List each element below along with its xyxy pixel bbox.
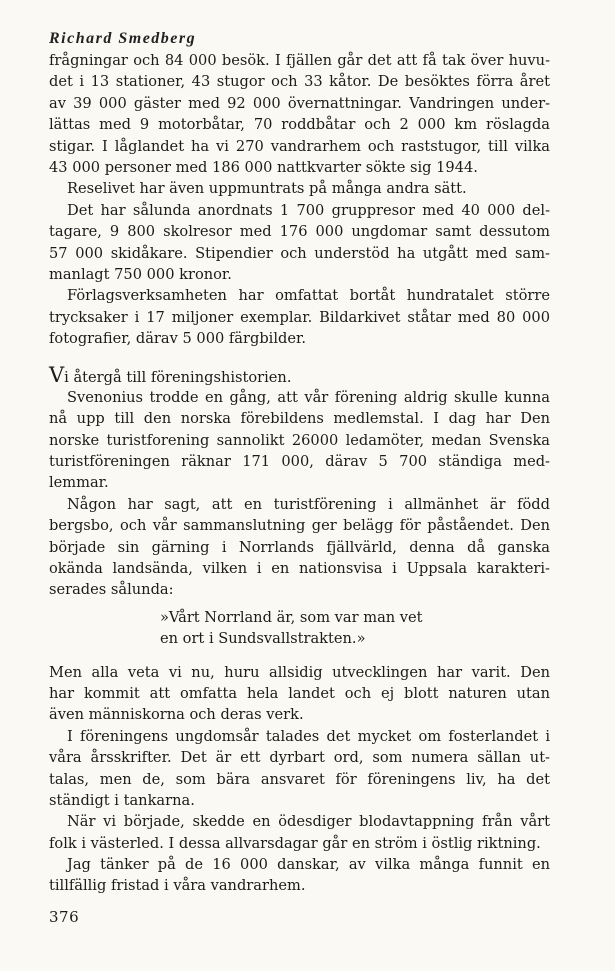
text-line: har kommit att omfatta hela landet och ej blott naturen utan: [49, 684, 550, 702]
text-line: norske turistforening sannolikt 26000 ledamöter, medan Svenska: [49, 431, 550, 449]
paragraph: [49, 50, 550, 178]
text-line: När vi började, skedde en ödesdiger blodavtappning från vårt: [67, 813, 550, 831]
paragraph: [49, 854, 550, 897]
text-line: även människorna och deras verk.: [49, 706, 304, 724]
text-line: lemmar.: [49, 474, 109, 492]
body-text: [49, 50, 550, 897]
paragraph: [49, 285, 550, 349]
text-line: 43 000 personer med 186 000 nattkvarter sökte sig 1944.: [49, 158, 478, 176]
text-line: Jag tänker på de 16 000 danskar, av vilka många funnit en: [67, 856, 550, 874]
text-line: tillfällig fristad i våra vandrarhem.: [49, 877, 306, 895]
text-line: turistföreningen räknar 171 000, därav 5 700 ständiga med-: [49, 453, 550, 471]
page-number: 376: [49, 908, 80, 926]
text-line: okända landsända, vilken i en nationsvisa i Uppsala karakteri-: [49, 559, 550, 577]
text-line: våra årsskrifter. Det är ett dyrbart ord, som numera sällan ut-: [49, 749, 550, 767]
text-line: Svenonius trodde en gång, att vår förening aldrig skulle kunna: [67, 388, 550, 406]
text-line: frågningar och 84 000 besök. I fjällen går det att få tak över huvu-: [49, 52, 550, 69]
drop-cap: V: [49, 363, 65, 388]
running-head-author: Richard Smedberg: [49, 30, 197, 47]
text-line: 57 000 skidåkare. Stipendier och understöd ha utgått med sam-: [49, 244, 550, 262]
paragraph: [49, 726, 550, 812]
text-line: tagare, 9 800 skolresor med 176 000 ungdomar samt dessutom: [49, 223, 550, 241]
paragraph: [49, 662, 550, 726]
book-page: [49, 0, 550, 971]
text-line: Någon har sagt, att en turistförening i allmänhet är född: [67, 495, 550, 513]
text-line: började sin gärning i Norrlands fjällvärld, denna då ganska: [49, 538, 550, 556]
text-line: Men alla veta vi nu, huru allsidig utvecklingen har varit. Den: [49, 663, 550, 681]
text-line: folk i västerled. I dessa allvarsdagar går en ström i östlig riktning.: [49, 834, 541, 852]
verse-quote: [49, 607, 550, 650]
text-line: [49, 365, 550, 386]
text-line: bergsbo, och vår sammanslutning ger belägg för påståendet. Den: [49, 517, 550, 535]
paragraph: [49, 200, 550, 286]
text-line: talas, men de, som bära ansvaret för föreningens liv, ha det: [49, 770, 550, 788]
paragraph: [49, 494, 550, 601]
section-start-paragraph: [49, 365, 550, 386]
text-line-rest: i återgå till föreningshistorien.: [64, 369, 292, 387]
text-line: lättas med 9 motorbåtar, 70 roddbåtar och 2 000 km röslagda: [49, 116, 550, 134]
quote-line: en ort i Sundsvallstrakten.»: [160, 630, 366, 648]
text-line: trycksaker i 17 miljoner exemplar. Bildarkivet ståtar med 80 000: [49, 308, 550, 326]
text-line: Det har sålunda anordnats 1 700 gruppresor med 40 000 del-: [67, 201, 550, 219]
text-line: Reselivet har även uppmuntrats på många andra sätt.: [67, 180, 467, 198]
text-line: fotografier, därav 5 000 färgbilder.: [49, 330, 306, 348]
paragraph: [49, 178, 550, 199]
text-line: det i 13 stationer, 43 stugor och 33 kåtor. De besöktes förra året: [49, 73, 550, 91]
quote-line: »Vårt Norrland är, som var man vet: [160, 608, 423, 626]
paragraph: [49, 811, 550, 854]
text-line: ständigt i tankarna.: [49, 791, 195, 809]
text-line: av 39 000 gäster med 92 000 övernattningar. Vandringen under-: [49, 94, 550, 112]
text-line: nå upp till den norska förebildens medlemstal. I dag har Den: [49, 410, 550, 428]
text-line: Förlagsverksamheten har omfattat bortåt hundratalet större: [67, 287, 550, 305]
text-line: serades sålunda:: [49, 581, 174, 599]
text-line: stigar. I låglandet ha vi 270 vandrarhem och raststugor, till vilka: [49, 137, 550, 155]
text-line: I föreningens ungdomsår talades det mycket om fosterlandet i: [67, 727, 550, 745]
paragraph: [49, 387, 550, 494]
text-line: manlagt 750 000 kronor.: [49, 265, 232, 283]
